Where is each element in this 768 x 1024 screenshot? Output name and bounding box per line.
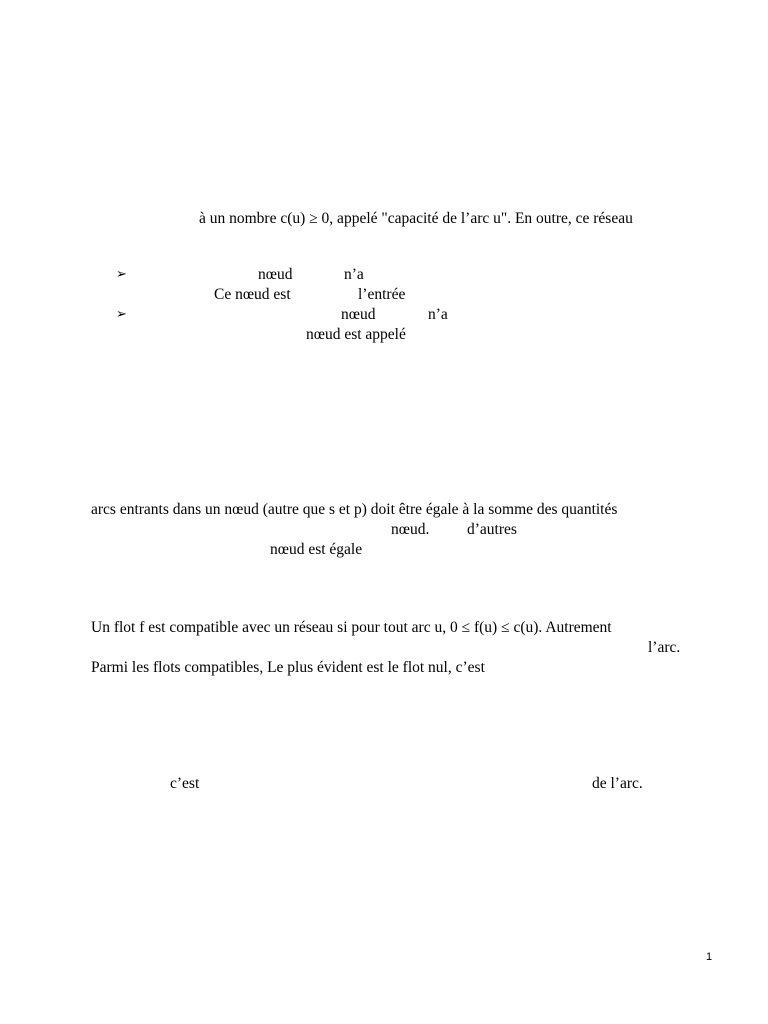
text-fragment: nœud. xyxy=(391,521,430,538)
text-fragment: d’autres xyxy=(467,521,517,538)
text-fragment: nœud est égale xyxy=(270,541,363,558)
text-fragment: nœud est appelé xyxy=(306,326,406,343)
text-fragment: nœud xyxy=(258,266,293,283)
text-line-9: Un flot f est compatible avec un réseau si pour tout arc u, 0 ≤ f(u) ≤ c(u). Autrement xyxy=(91,619,612,636)
text-line-1: à un nombre c(u) ≥ 0, appelé "capacité de l’arc u". En outre, ce réseau xyxy=(199,210,633,227)
text-fragment: c’est xyxy=(170,775,200,792)
text-fragment: l’entrée xyxy=(358,286,406,303)
text-line-11: Parmi les flots compatibles, Le plus évident est le flot nul, c’est xyxy=(91,659,485,676)
page-number: 1 xyxy=(706,951,713,963)
bullet-arrow-icon: ➢ xyxy=(116,307,127,322)
text-fragment: Ce nœud est xyxy=(214,286,291,303)
text-fragment: nœud xyxy=(341,306,376,323)
text-fragment: n’a xyxy=(344,266,364,283)
text-line-6: arcs entrants dans un nœud (autre que s et p) doit être égale à la somme des quantités xyxy=(91,501,618,518)
text-fragment: de l’arc. xyxy=(592,775,643,792)
text-fragment: n’a xyxy=(428,306,448,323)
bullet-arrow-icon: ➢ xyxy=(116,267,127,282)
text-fragment: l’arc. xyxy=(648,639,681,656)
